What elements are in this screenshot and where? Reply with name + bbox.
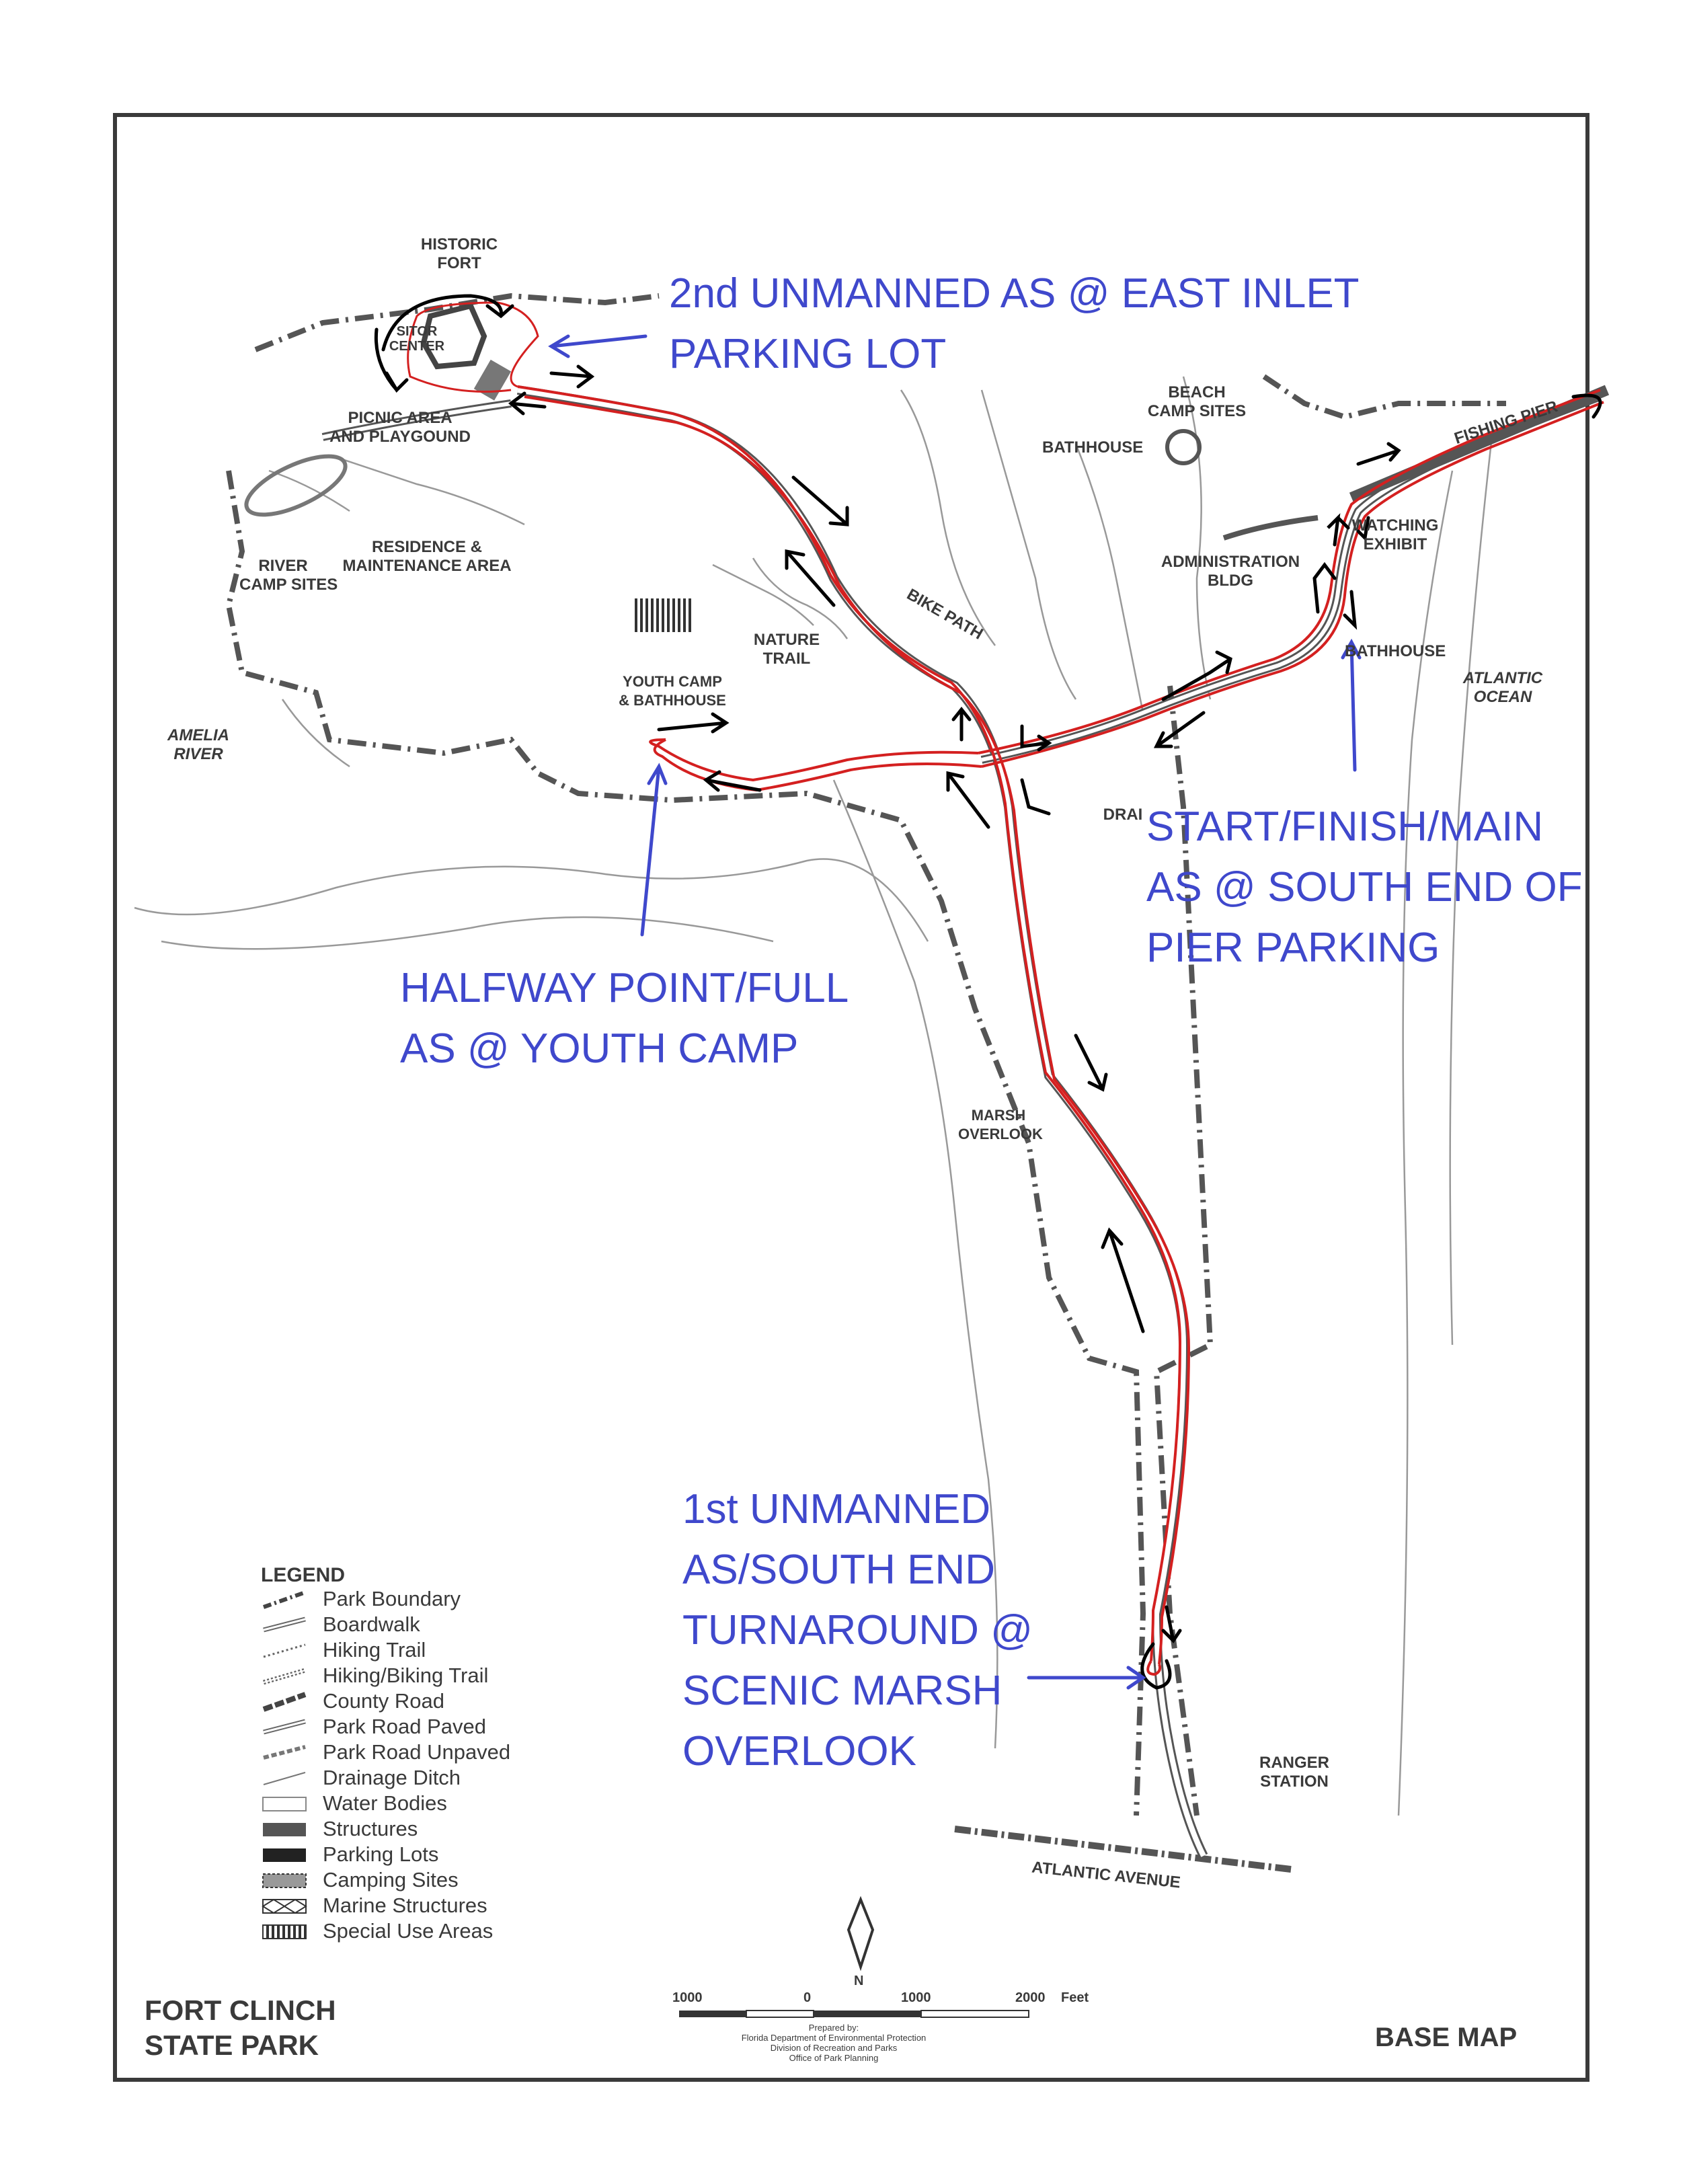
label-amelia-river-line2: RIVER bbox=[173, 745, 223, 763]
dotted-line-icon bbox=[261, 1641, 308, 1661]
scale-tick-2000: 2000 bbox=[1015, 1990, 1046, 2005]
prepared-by bbox=[733, 2023, 935, 2063]
label-beach-camp-sites bbox=[1143, 383, 1251, 421]
annotation-start-finish-line2: AS @ SOUTH END OF bbox=[1146, 864, 1583, 910]
annotation-south-turnaround bbox=[682, 1479, 1033, 1782]
legend-item bbox=[261, 1868, 459, 1894]
label-atlantic-ocean-line2: OCEAN bbox=[1473, 688, 1532, 706]
legend-item bbox=[261, 1919, 494, 1945]
legend-item bbox=[261, 1817, 418, 1842]
arrow-south-out bbox=[1076, 1036, 1106, 1089]
scale-unit: Feet bbox=[1061, 1990, 1089, 2005]
label-atlantic-avenue: ATLANTIC AVENUE bbox=[1031, 1858, 1181, 1892]
double-line-icon bbox=[261, 1615, 308, 1635]
annotation-east-inlet-line2: PARKING LOT bbox=[669, 331, 947, 377]
scale-tick-0: 0 bbox=[803, 1990, 812, 2005]
arrow-east-inlet-out bbox=[551, 366, 592, 387]
label-bike-path: BIKE PATH bbox=[904, 585, 986, 644]
checker-box-icon bbox=[261, 1871, 308, 1891]
label-administration-line2: BLDG bbox=[1208, 572, 1253, 590]
arrow-junction-west bbox=[948, 773, 988, 827]
legend-item bbox=[261, 1740, 511, 1766]
dashed-double-line-icon bbox=[261, 1743, 308, 1763]
park-name-line2: STATE PARK bbox=[145, 2029, 319, 2061]
label-marsh-overlook-line1: MARSH bbox=[971, 1107, 1026, 1124]
heavy-line-icon bbox=[261, 1692, 308, 1712]
label-amelia-river bbox=[158, 726, 239, 764]
diamond-box-icon bbox=[261, 1896, 308, 1916]
annotation-halfway-line2: AS @ YOUTH CAMP bbox=[400, 1025, 799, 1072]
river-camp-loop bbox=[239, 444, 353, 526]
legend-item bbox=[261, 1842, 439, 1868]
annotation-south-turnaround-line2: AS/SOUTH END bbox=[682, 1547, 996, 1593]
legend-items bbox=[261, 1587, 511, 1945]
thin-line-icon bbox=[261, 1768, 308, 1789]
label-ranger-station-line2: STATION bbox=[1260, 1772, 1329, 1791]
pointer-start-finish bbox=[1343, 642, 1360, 770]
dash-dot-line-icon bbox=[261, 1590, 308, 1610]
label-picnic-area-line2: AND PLAYGOUND bbox=[329, 428, 471, 446]
label-picnic-area-line1: PICNIC AREA bbox=[348, 409, 453, 427]
legend-item-label: Camping Sites bbox=[323, 1868, 459, 1892]
label-historic-fort-line2: FORT bbox=[437, 254, 481, 272]
prepared-by-line1: Prepared by: bbox=[808, 2023, 859, 2033]
label-river-camp-sites-line2: CAMP SITES bbox=[239, 576, 338, 594]
visitor-center-parking bbox=[474, 360, 511, 401]
legend-item-label: Special Use Areas bbox=[323, 1919, 494, 1943]
label-historic-fort-line1: HISTORIC bbox=[420, 235, 498, 254]
label-residence-line1: RESIDENCE & bbox=[371, 538, 483, 556]
scale-bar bbox=[679, 2011, 1029, 2017]
prepared-by-line3: Division of Recreation and Parks bbox=[770, 2043, 898, 2053]
label-administration-line1: ADMINISTRATION bbox=[1161, 553, 1300, 571]
county-road bbox=[955, 1829, 1291, 1869]
label-nature-trail-line1: NATURE bbox=[753, 631, 820, 649]
legend-item-label: Structures bbox=[323, 1817, 418, 1840]
dotted-double-line-icon bbox=[261, 1666, 308, 1686]
arrow-south-in bbox=[1103, 1231, 1143, 1331]
label-fishing-pier: FISHING PIER bbox=[1452, 397, 1561, 448]
annotation-start-finish bbox=[1146, 797, 1583, 978]
annotation-south-turnaround-line4: SCENIC MARSH bbox=[682, 1668, 1003, 1714]
legend-item bbox=[261, 1715, 486, 1740]
label-residence-line2: MAINTENANCE AREA bbox=[342, 557, 512, 575]
label-marsh-overlook bbox=[958, 1106, 1043, 1144]
legend-item-label: Marine Structures bbox=[323, 1894, 487, 1917]
park-name bbox=[145, 1993, 336, 2063]
label-bathhouse-north: BATHHOUSE bbox=[1042, 438, 1144, 457]
special-use-area bbox=[632, 598, 693, 632]
prepared-by-line2: Florida Department of Environmental Protection bbox=[741, 2033, 927, 2043]
label-turtle-watching-line2: EXHIBIT bbox=[1363, 535, 1427, 553]
label-nature-trail bbox=[746, 631, 827, 668]
label-turtle-watching bbox=[1351, 516, 1439, 554]
legend-item-label: Park Road Unpaved bbox=[323, 1740, 511, 1764]
annotation-halfway bbox=[400, 958, 849, 1079]
legend-item-label: Hiking Trail bbox=[323, 1638, 426, 1662]
legend-item-label: County Road bbox=[323, 1689, 444, 1713]
legend-item bbox=[261, 1791, 447, 1817]
beach-camp-loop bbox=[1167, 431, 1200, 463]
annotation-east-inlet bbox=[669, 264, 1360, 385]
annotation-south-turnaround-line1: 1st UNMANNED bbox=[682, 1486, 991, 1532]
label-residence bbox=[336, 538, 518, 576]
arrow-youth-out bbox=[659, 714, 726, 732]
label-atlantic-ocean bbox=[1459, 669, 1546, 707]
label-visitor-center bbox=[387, 324, 447, 354]
legend-item-label: Park Road Paved bbox=[323, 1715, 486, 1738]
legend-title: LEGEND bbox=[261, 1564, 346, 1586]
legend-item bbox=[261, 1638, 426, 1664]
pointer-turnaround bbox=[1029, 1668, 1143, 1688]
label-amelia-river-line1: AMELIA bbox=[167, 726, 229, 744]
label-administration bbox=[1156, 553, 1304, 590]
dark-box-icon bbox=[261, 1820, 308, 1840]
arrow-junction-south bbox=[1022, 780, 1049, 814]
park-name-line1: FORT CLINCH bbox=[145, 1994, 336, 2026]
label-marsh-overlook-line2: OVERLOOK bbox=[958, 1126, 1043, 1142]
label-nature-trail-line2: TRAIL bbox=[762, 650, 811, 668]
label-visitor-center-line2: CENTER bbox=[389, 339, 445, 354]
annotation-south-turnaround-line3: TURNAROUND @ bbox=[682, 1607, 1033, 1653]
label-picnic-area bbox=[323, 409, 477, 446]
label-youth-camp bbox=[612, 672, 733, 710]
route-youth-camp bbox=[650, 740, 978, 780]
north-arrow bbox=[849, 1900, 873, 1967]
legend-item bbox=[261, 1894, 487, 1919]
striped-box-icon bbox=[261, 1922, 308, 1942]
label-visitor-center-line1: SITOR bbox=[396, 324, 438, 339]
label-beach-camp-sites-line1: BEACH bbox=[1168, 383, 1226, 401]
legend-item-label: Water Bodies bbox=[323, 1791, 447, 1815]
label-turtle-watching-line1: WATCHING bbox=[1351, 516, 1439, 535]
arrow-pier-out bbox=[1358, 444, 1399, 464]
scale-tick-1000: 1000 bbox=[901, 1990, 931, 2005]
label-atlantic-ocean-line1: ATLANTIC bbox=[1462, 669, 1543, 687]
label-ranger-station bbox=[1247, 1754, 1341, 1791]
pointer-halfway bbox=[642, 767, 666, 935]
legend-item bbox=[261, 1689, 444, 1715]
label-beach-camp-sites-line2: CAMP SITES bbox=[1147, 402, 1247, 420]
black-box-icon bbox=[261, 1845, 308, 1865]
annotation-south-turnaround-line5: OVERLOOK bbox=[682, 1728, 916, 1774]
label-historic-fort bbox=[416, 235, 503, 273]
label-drainage: DRAI bbox=[1103, 806, 1143, 824]
arrow-east-in bbox=[1156, 713, 1204, 746]
label-youth-camp-line1: YOUTH CAMP bbox=[623, 673, 722, 690]
north-label: N bbox=[854, 1974, 864, 1988]
base-map-label: BASE MAP bbox=[1375, 2023, 1518, 2052]
label-bathhouse-south: BATHHOUSE bbox=[1345, 642, 1446, 660]
arrow-junction-north bbox=[953, 709, 970, 740]
label-youth-camp-line2: & BATHHOUSE bbox=[619, 692, 726, 709]
arrow-start-south bbox=[1345, 592, 1355, 625]
legend-item-label: Parking Lots bbox=[323, 1842, 439, 1866]
annotation-start-finish-line1: START/FINISH/MAIN bbox=[1146, 804, 1544, 850]
pointer-east-inlet bbox=[551, 336, 645, 356]
prepared-by-line4: Office of Park Planning bbox=[789, 2053, 879, 2063]
label-ranger-station-line1: RANGER bbox=[1259, 1754, 1329, 1772]
legend-item bbox=[261, 1766, 461, 1791]
legend bbox=[261, 1564, 511, 1945]
annotation-east-inlet-line1: 2nd UNMANNED AS @ EAST INLET bbox=[669, 270, 1360, 317]
label-river-camp-sites-line1: RIVER bbox=[258, 557, 308, 575]
legend-item bbox=[261, 1612, 420, 1638]
annotation-halfway-line1: HALFWAY POINT/FULL bbox=[400, 965, 849, 1011]
legend-item-label: Boardwalk bbox=[323, 1612, 420, 1636]
legend-item bbox=[261, 1587, 461, 1612]
annotation-start-finish-line3: PIER PARKING bbox=[1146, 925, 1440, 971]
legend-item-label: Drainage Ditch bbox=[323, 1766, 461, 1789]
legend-item bbox=[261, 1664, 489, 1689]
outline-box-icon bbox=[261, 1794, 308, 1814]
legend-item-label: Park Boundary bbox=[323, 1587, 461, 1610]
scale-tick-1000-left: 1000 bbox=[672, 1990, 703, 2005]
legend-item-label: Hiking/Biking Trail bbox=[323, 1664, 489, 1687]
double-line-icon bbox=[261, 1717, 308, 1738]
label-river-camp-sites bbox=[239, 557, 338, 594]
